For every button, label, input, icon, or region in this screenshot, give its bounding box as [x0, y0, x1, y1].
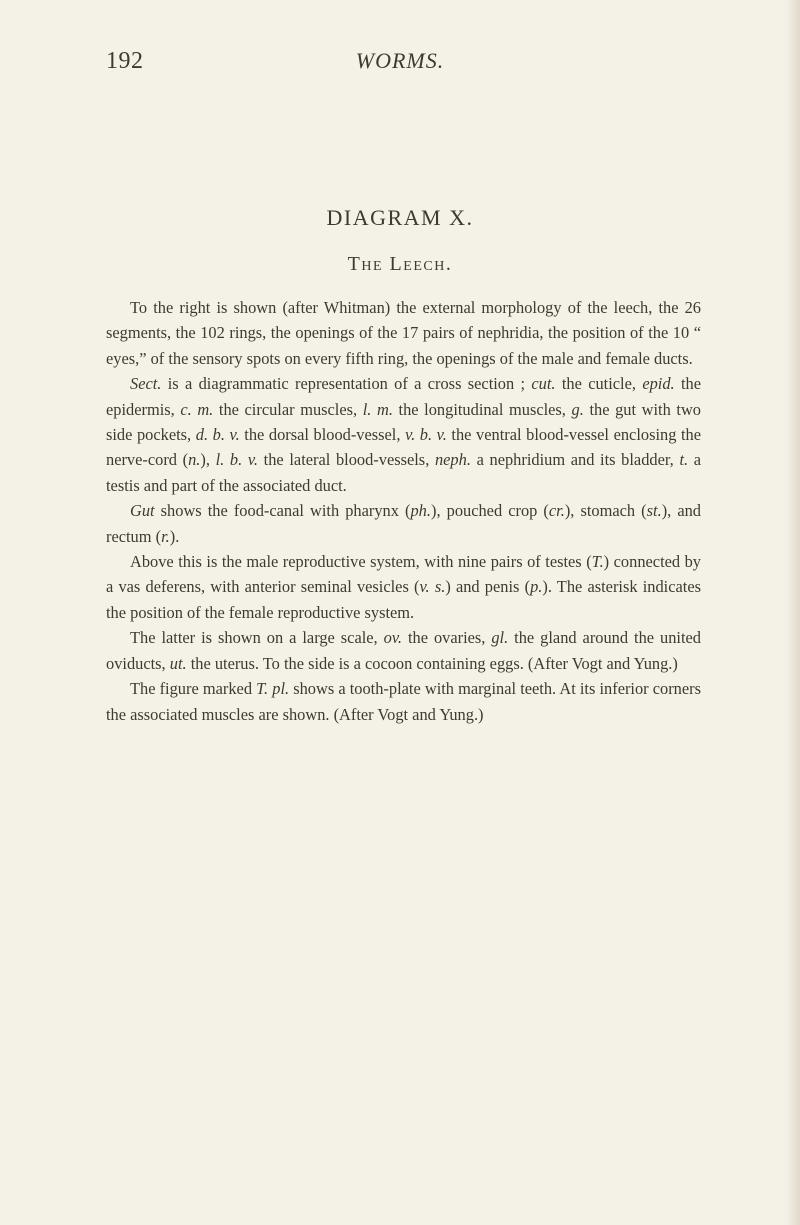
text-run: the lateral blood-vessels,: [258, 450, 435, 470]
section-subtitle: The Leech.: [347, 253, 453, 275]
text-run: a testis and part of the associated duct.: [106, 450, 702, 495]
italic-term: neph.: [434, 450, 471, 470]
italic-term: v. s.: [419, 577, 446, 597]
italic-term: cr.: [548, 501, 565, 521]
italic-term: r.: [161, 526, 170, 546]
diagram-title: DIAGRAM X.: [326, 205, 474, 230]
text-run: ) and penis (: [445, 577, 531, 597]
paragraph: [106, 549, 701, 625]
text-run: ). The asterisk indicates the position of the female reproductive system.: [106, 577, 701, 622]
italic-term: gl.: [491, 628, 509, 648]
paragraph: [106, 676, 701, 727]
text-run: a nephridium and its bladder,: [470, 450, 680, 470]
italic-term: l. m.: [362, 399, 393, 419]
paragraph: [106, 498, 701, 549]
italic-term: n.: [188, 450, 201, 470]
text-run: To the right is shown (after Whitman) the external morphology of the leech, the 26 segments, the 102 rings, the openings of the 17 pairs of nephridia, the position of the 10 “ eyes,” of the sensory spots on every fifth ring, the openings of the male and female ducts.: [106, 298, 701, 368]
italic-term: c. m.: [180, 399, 214, 419]
text-run: ), pouched crop (: [430, 501, 549, 521]
text-run: ), and rectum (: [106, 501, 701, 546]
text-run: the cuticle,: [555, 374, 643, 394]
page-edge-shadow: [786, 0, 800, 1225]
italic-term: t.: [679, 450, 689, 470]
text-run: the longitudinal muscles,: [392, 399, 572, 419]
text-run: ) connected by a vas deferens, with anterior seminal vesicles (: [106, 552, 702, 597]
italic-term: v. b. v.: [405, 425, 447, 445]
text-run: Above this is the male reproductive system, with nine pairs of testes (: [130, 552, 592, 572]
italic-term: ph.: [410, 501, 431, 521]
italic-term: l. b. v.: [215, 450, 259, 470]
text-run: the ventral blood-vessel enclosing the nerve-cord (: [106, 425, 702, 470]
text-run: The latter is shown on a large scale,: [130, 628, 384, 648]
text-run: the dorsal blood-vessel,: [239, 425, 406, 445]
text-run: the epidermis,: [106, 374, 701, 419]
text-run: ),: [200, 450, 216, 470]
text-run: the circular muscles,: [213, 399, 363, 419]
text-run: shows the food-canal with pharynx (: [154, 501, 411, 521]
text-run: The figure marked: [130, 679, 257, 699]
text-run: the uterus. To the side is a cocoon containing eggs. (After Vogt and Yung.): [186, 653, 678, 673]
paragraph: [106, 625, 701, 676]
text-run: ), stomach (: [564, 501, 647, 521]
running-head: WORMS.: [355, 48, 445, 73]
text-run: is a diagrammatic representation of a cross section ;: [161, 374, 532, 394]
text-run: ).: [169, 526, 180, 546]
body-text: [106, 295, 701, 727]
text-run: the gland around the united oviducts,: [106, 628, 701, 673]
paragraph: [106, 371, 701, 498]
paragraph: [106, 295, 701, 371]
page-number: 192: [106, 48, 144, 74]
italic-term: Gut: [130, 501, 155, 521]
text-run: the ovaries,: [401, 628, 492, 648]
italic-term: d. b. v.: [195, 425, 240, 445]
italic-term: epid.: [642, 374, 675, 394]
italic-term: T.: [591, 552, 604, 572]
italic-term: Sect.: [130, 374, 162, 394]
text-run: shows a tooth-plate with marginal teeth. At its inferior corners the associated muscles are shown. (After Vogt and Yung.): [106, 679, 701, 724]
italic-term: g.: [571, 399, 584, 419]
italic-term: cut.: [531, 374, 556, 394]
italic-term: ut.: [169, 653, 187, 673]
italic-term: st.: [646, 501, 662, 521]
italic-term: ov.: [383, 628, 402, 648]
italic-term: T. pl.: [256, 679, 290, 699]
italic-term: p.: [530, 577, 543, 597]
page-header: [0, 48, 800, 88]
text-run: the gut with two side pockets,: [106, 399, 701, 445]
